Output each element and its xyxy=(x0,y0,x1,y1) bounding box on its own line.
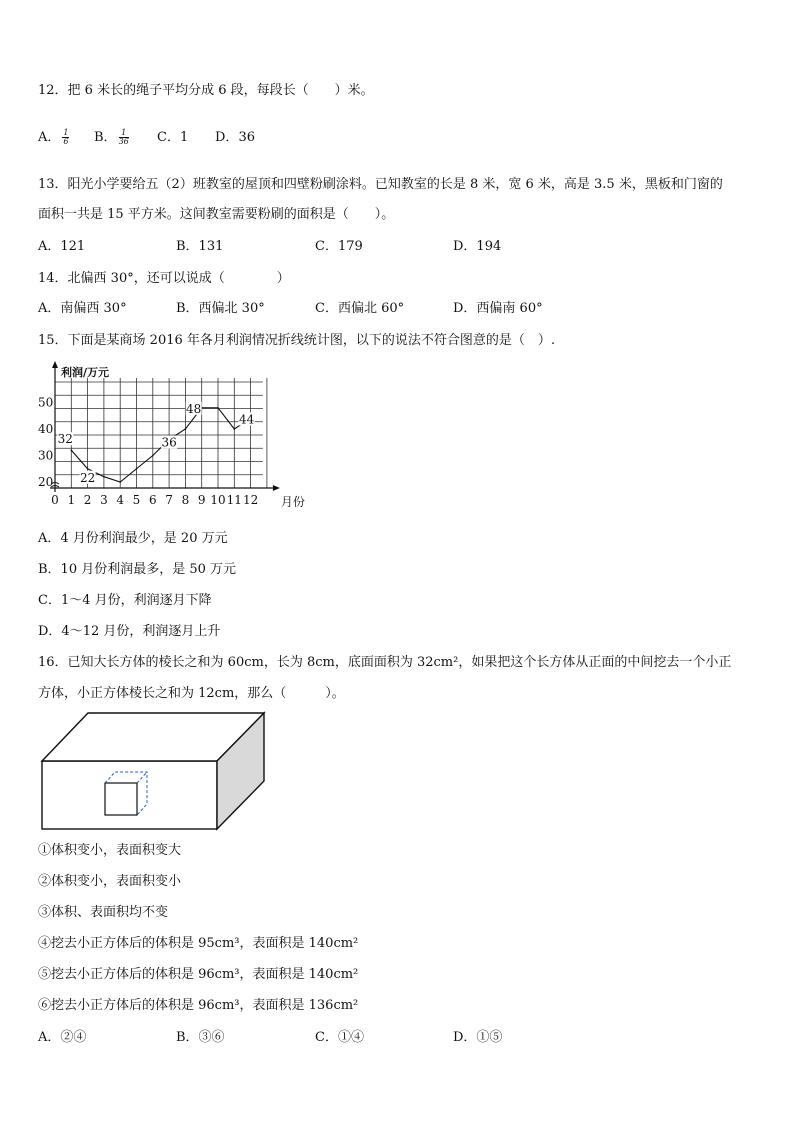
q14-option-a: A．南偏西 30° xyxy=(38,301,127,316)
fraction-denominator: 6 xyxy=(63,137,69,146)
q13-stem-line2: 面积一共是 15 平方米。这间教室需要粉刷的面积是（ ）。 xyxy=(38,207,395,222)
data-label: 44 xyxy=(238,412,255,427)
data-label: 48 xyxy=(186,401,202,416)
q14-option-c: C．西偏北 60° xyxy=(315,301,405,316)
q12-option-a-fraction xyxy=(62,129,69,146)
fraction-denominator: 36 xyxy=(118,137,129,146)
q16-statement-5: ⑤挖去小正方体后的体积是 96cm³，表面积是 140cm² xyxy=(38,967,359,982)
x-tick-label: 0 xyxy=(51,493,59,507)
y-tick-label: 30 xyxy=(38,448,54,463)
q15-option-c: C．1～4 月份，利润逐月下降 xyxy=(38,593,212,608)
data-point xyxy=(152,455,154,457)
q13-option-d: D．194 xyxy=(453,239,502,254)
y-tick-label: 50 xyxy=(38,395,54,410)
x-tick-label: 3 xyxy=(100,493,108,507)
q12-option-a xyxy=(38,129,71,147)
q16-statement-4: ④挖去小正方体后的体积是 95cm³，表面积是 140cm² xyxy=(38,936,359,951)
data-label: 36 xyxy=(161,435,177,450)
x-tick-label: 7 xyxy=(165,493,173,507)
profit-line-chart xyxy=(30,360,305,520)
q14-stem: 14．北偏西 30°，还可以说成（ ） xyxy=(38,271,290,286)
chart-data-labels xyxy=(57,402,254,485)
small-cube-front xyxy=(105,783,137,815)
x-tick-label: 5 xyxy=(132,493,141,507)
q12-option-d xyxy=(215,129,255,147)
q16-option-a: A．②④ xyxy=(38,1030,87,1045)
q12-stem: 12．把 6 米长的绳子平均分成 6 段，每段长（ ）米。 xyxy=(38,83,374,98)
q16-stem-line2: 方体，小正方体棱长之和为 12cm，那么（ ）。 xyxy=(38,686,345,701)
q12-option-a-letter: A． xyxy=(38,130,61,145)
q12-option-d-letter: D． xyxy=(215,130,239,145)
q13-option-c: C．179 xyxy=(315,239,363,254)
q16-stem-line1: 16．已知大长方体的棱长之和为 60cm，长为 8cm，底面面积为 32cm²，如果把这个长方体从正面的中间挖去一个小正 xyxy=(38,655,732,670)
x-axis-arrow xyxy=(273,485,280,491)
data-point xyxy=(119,481,121,483)
q12-option-b xyxy=(94,129,131,147)
q15-stem: 15．下面是某商场 2016 年各月利润情况折线统计图，以下的说法不符合图意的是（ ）. xyxy=(38,333,556,348)
q12-option-b-letter: B． xyxy=(94,130,117,145)
x-tick-label: 4 xyxy=(116,493,125,507)
y-axis-arrow xyxy=(52,361,58,368)
y-axis-title: 利润/万元 xyxy=(61,366,110,379)
x-tick-label: 10 xyxy=(210,493,226,507)
q16-option-c: C．①④ xyxy=(315,1030,364,1045)
q16-statement-3: ③体积、表面积均不变 xyxy=(38,905,169,920)
q12-option-c-letter: C． xyxy=(157,130,180,145)
x-tick-label: 9 xyxy=(197,493,206,507)
data-label: 22 xyxy=(79,470,96,485)
q13-option-b: B．131 xyxy=(176,239,224,254)
x-tick-label: 1 xyxy=(67,493,76,507)
data-point xyxy=(234,428,236,430)
data-point xyxy=(87,468,89,470)
data-point xyxy=(103,476,105,478)
q12-option-c-text: 1 xyxy=(179,130,189,145)
fraction-numerator: 1 xyxy=(119,129,129,138)
q15-option-d: D．4～12 月份，利润逐月上升 xyxy=(38,624,221,639)
q13-option-a: A．121 xyxy=(38,239,86,254)
q13-stem-line1: 13．阳光小学要给五（2）班教室的屋顶和四壁粉刷涂料。已知教室的长是 8 米，宽 6 米，高是 3.5 米，黑板和门窗的 xyxy=(38,177,723,192)
data-point xyxy=(136,468,138,470)
q16-statement-1: ①体积变小，表面积变大 xyxy=(38,843,182,858)
x-tick-label: 8 xyxy=(181,493,190,507)
fraction-numerator: 1 xyxy=(63,128,69,137)
q16-option-b: B．③⑥ xyxy=(176,1030,225,1045)
q16-statement-6: ⑥挖去小正方体后的体积是 96cm³，表面积是 136cm² xyxy=(38,998,359,1013)
x-tick-label: 2 xyxy=(83,493,92,507)
x-tick-label: 12 xyxy=(242,493,259,507)
q14-option-b: B．西偏北 30° xyxy=(176,301,265,316)
data-point xyxy=(185,428,187,430)
q14-option-d: D．西偏南 60° xyxy=(453,301,543,316)
cuboid-figure xyxy=(38,708,270,834)
data-point xyxy=(217,407,219,409)
q15-option-a: A．4 月份利润最少，是 20 万元 xyxy=(38,531,228,546)
x-tick-label: 6 xyxy=(148,493,157,507)
q12-option-c xyxy=(157,129,188,147)
q15-option-b: B．10 月份利润最多，是 50 万元 xyxy=(38,562,237,577)
x-tick-label: 11 xyxy=(226,493,242,507)
x-axis-title: 月份 xyxy=(280,495,305,509)
q16-option-d: D．①⑤ xyxy=(453,1030,503,1045)
y-tick-label: 20 xyxy=(38,475,54,489)
q16-statement-2: ②体积变小，表面积变小 xyxy=(38,874,182,889)
q12-option-b-fraction xyxy=(119,129,129,146)
data-point xyxy=(71,449,73,451)
q12-option-d-text: 36 xyxy=(238,130,255,145)
data-label: 32 xyxy=(57,432,73,447)
y-tick-label: 40 xyxy=(38,422,54,436)
